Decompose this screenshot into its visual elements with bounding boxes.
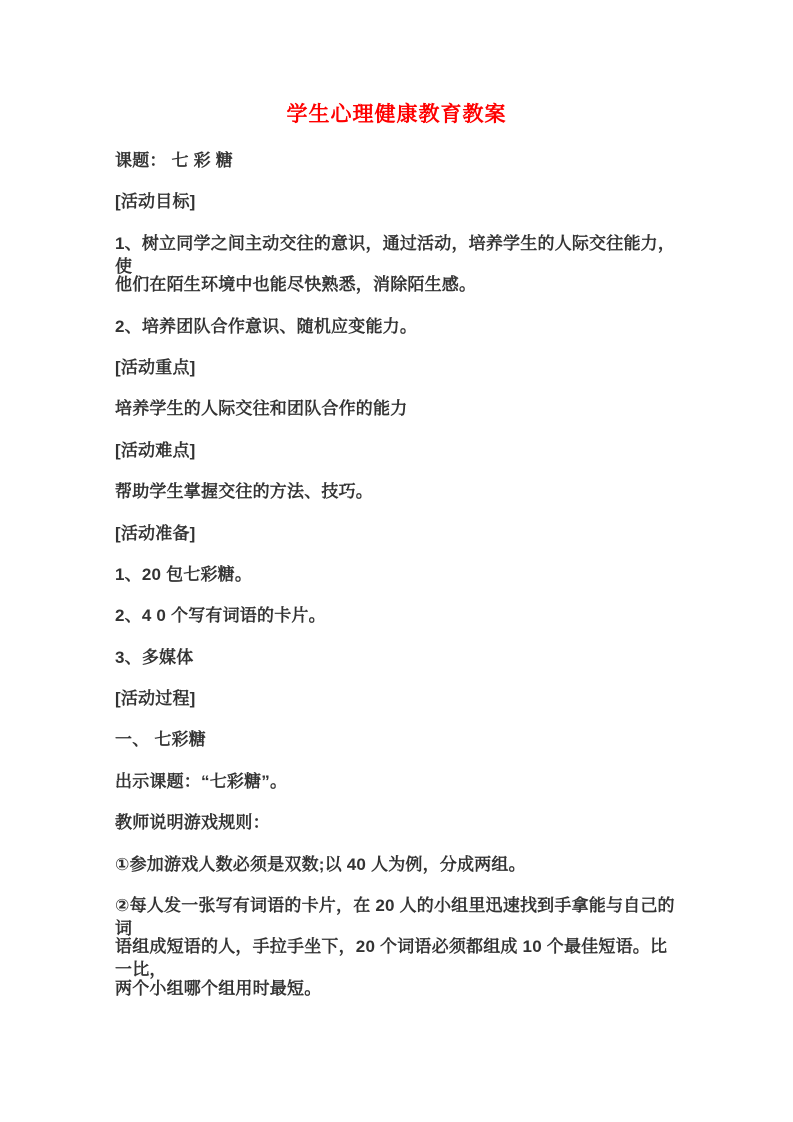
paragraph-line: 2、4 0 个写有词语的卡片。 bbox=[115, 606, 326, 626]
section-heading-preparation: [活动准备] bbox=[115, 523, 196, 543]
paragraph-line: 教师说明游戏规则： bbox=[115, 813, 270, 833]
paragraph-line: 一、 七彩糖 bbox=[115, 730, 206, 750]
paragraph-line: 3、多媒体 bbox=[115, 647, 194, 667]
section-heading-focus: [活动重点] bbox=[115, 357, 196, 377]
paragraph-line: ②每人发一张写有词语的卡片，在 20 人的小组里迅速找到手拿能与自己的词 bbox=[115, 896, 675, 939]
section-heading-process: [活动过程] bbox=[115, 689, 196, 709]
section-heading-goals: [活动目标] bbox=[115, 192, 196, 212]
paragraph-line: 1、树立同学之间主动交往的意识，通过活动，培养学生的人际交往能力，使 bbox=[115, 233, 676, 276]
paragraph-line: 帮助学生掌握交往的方法、技巧。 bbox=[115, 482, 373, 502]
document-title: 学生心理健康教育教案 bbox=[286, 103, 507, 126]
section-heading-difficulty: [活动难点] bbox=[115, 440, 196, 460]
document-body bbox=[115, 149, 680, 1018]
paragraph-line: 2、培养团队合作意识、随机应变能力。 bbox=[115, 316, 418, 336]
paragraph-line: 语组成短语的人，手拉手坐下，20 个词语必须都组成 10 个最佳短语。比一比， bbox=[115, 937, 668, 980]
paragraph-line: 他们在陌生环境中也能尽快熟悉，消除陌生感。 bbox=[115, 275, 477, 295]
paragraph-line: 出示课题：“七彩糖”。 bbox=[115, 771, 288, 791]
paragraph-line: ①参加游戏人数必须是双数;以 40 人为例，分成两组。 bbox=[115, 854, 526, 874]
paragraph-line: 1、20 包七彩糖。 bbox=[115, 564, 253, 584]
paragraph-line: 培养学生的人际交往和团队合作的能力 bbox=[115, 399, 408, 419]
paragraph-line: 两个小组哪个组用时最短。 bbox=[115, 978, 322, 998]
paragraph-line-topic: 课题： 七 彩 糖 bbox=[115, 151, 233, 170]
